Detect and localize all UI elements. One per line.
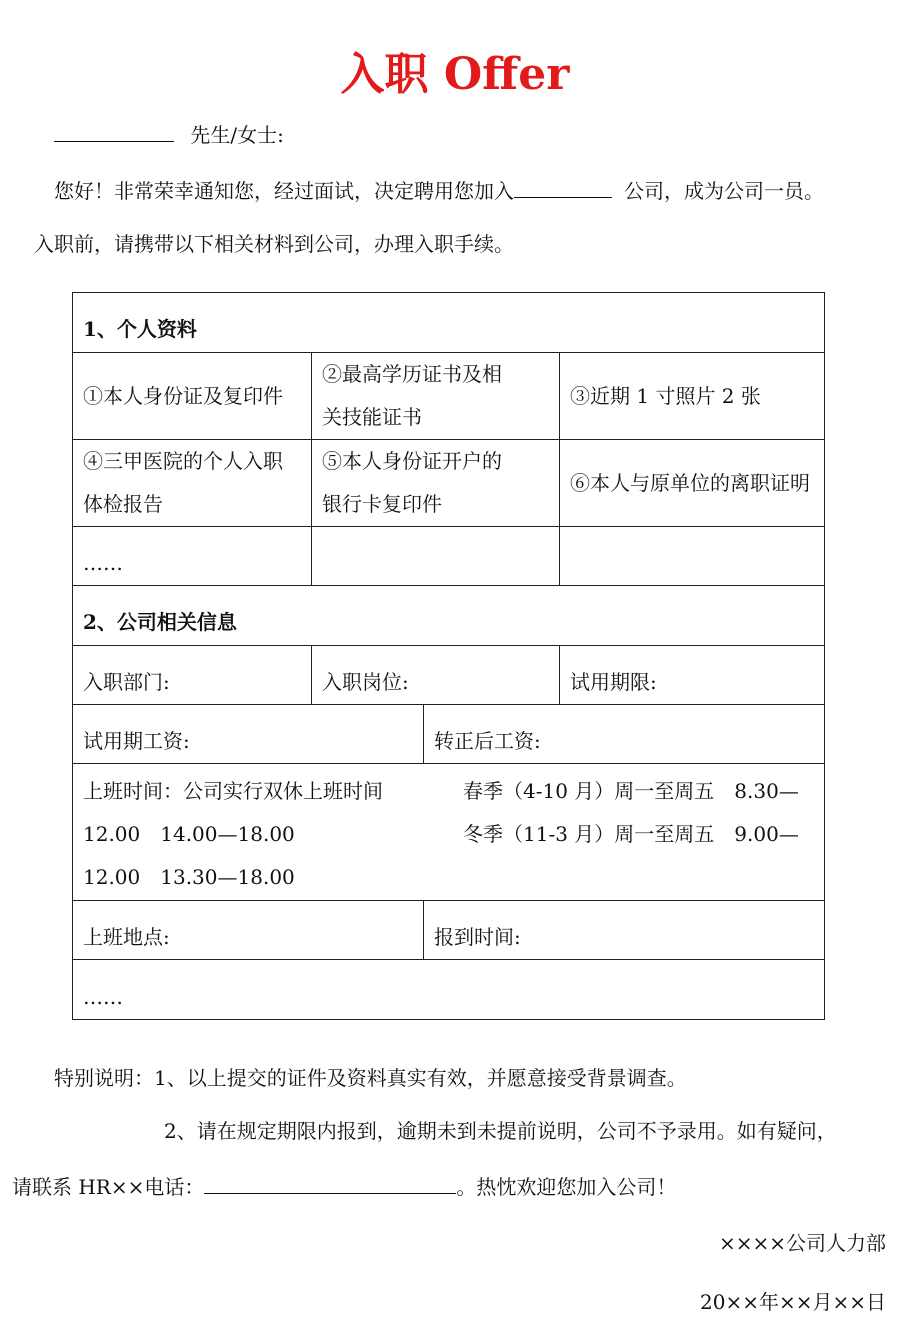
regular-salary-field[interactable]: 转正后工资: [424, 705, 825, 764]
location-field[interactable]: 上班地点: [73, 901, 424, 960]
salutation-line [54, 121, 284, 147]
contact-prefix: 请联系 HR××电话： [12, 1175, 205, 1199]
item-medical [73, 440, 312, 527]
item-diploma-line2: 关技能证书 [322, 405, 422, 429]
hours-label: 上班时间：公司实行双休上班时间 [83, 779, 383, 803]
item-photo: ③近期 1 寸照片 2 张 [560, 353, 825, 440]
company-blank[interactable] [514, 177, 612, 198]
page-title: 入职 Offer [340, 49, 570, 100]
item-id-card: ①本人身份证及复印件 [73, 353, 312, 440]
work-hours-cell [73, 764, 825, 901]
hours-winter-times: 12.00 13.30—18.00 [83, 865, 295, 889]
item-bank-line2: 银行卡复印件 [322, 492, 442, 516]
name-blank[interactable] [54, 121, 174, 142]
report-time-field[interactable]: 报到时间: [424, 901, 825, 960]
notes-line-2: 2、请在规定期限内报到，逾期未到未提前说明，公司不予录用。如有疑问， [164, 1119, 837, 1143]
salutation-text: 先生/女士: [190, 123, 284, 147]
materials-info-table [72, 292, 825, 1020]
empty-cell [312, 527, 560, 586]
section-personal-docs: 1、个人资料 [73, 293, 825, 353]
contact-suffix: 。热忱欢迎您加入公司！ [456, 1175, 677, 1199]
notes-line-1: 特别说明：1、以上提交的证件及资料真实有效，并愿意接受背景调查。 [54, 1066, 687, 1090]
intro-text-2: 公司，成为公司一员。 [624, 179, 824, 203]
hours-spring-times: 12.00 14.00—18.00 [83, 822, 295, 846]
section-company-info: 2、公司相关信息 [73, 586, 825, 646]
ellipsis-cell: …… [73, 527, 312, 586]
signature-date: 20××年××月××日 [700, 1290, 886, 1314]
item-bank-card [312, 440, 560, 527]
intro-line-2: 入职前，请携带以下相关材料到公司，办理入职手续。 [34, 232, 514, 256]
item-bank-line1: ⑤本人身份证开户的 [322, 449, 502, 473]
intro-text-1: 您好！非常荣幸通知您，经过面试，决定聘用您加入 [54, 179, 514, 203]
hours-winter: 冬季（11-3 月）周一至周五 9.00— [463, 822, 799, 846]
item-medical-line2: 体检报告 [83, 492, 163, 516]
item-medical-line1: ④三甲医院的个人入职 [83, 449, 283, 473]
phone-blank[interactable] [204, 1173, 456, 1194]
ellipsis-cell-2: …… [73, 960, 825, 1020]
probation-salary-field[interactable]: 试用期工资: [73, 705, 424, 764]
item-resignation: ⑥本人与原单位的离职证明 [560, 440, 825, 527]
contact-line [12, 1173, 676, 1199]
probation-field[interactable]: 试用期限: [560, 646, 825, 705]
empty-cell [560, 527, 825, 586]
signature-dept: ××××公司人力部 [718, 1231, 886, 1255]
position-field[interactable]: 入职岗位: [312, 646, 560, 705]
item-diploma [312, 353, 560, 440]
intro-line-1 [54, 177, 824, 203]
dept-field[interactable]: 入职部门: [73, 646, 312, 705]
hours-spring: 春季（4-10 月）周一至周五 8.30— [463, 779, 799, 803]
item-diploma-line1: ②最高学历证书及相 [322, 362, 502, 386]
